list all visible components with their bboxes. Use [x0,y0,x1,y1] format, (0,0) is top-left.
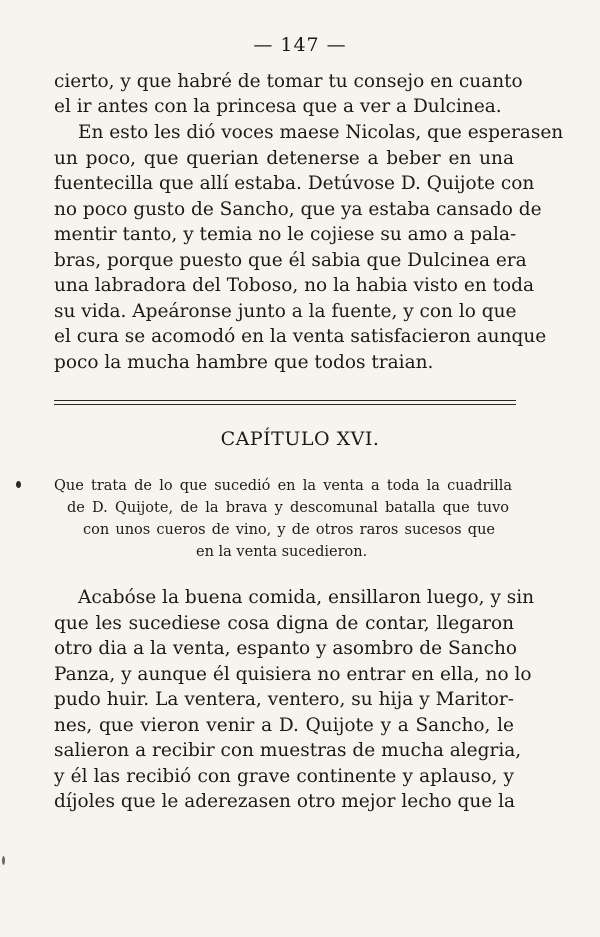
text-line: no poco gusto de Sancho, que ya estaba cansado de [54,199,542,220]
ink-mark [16,481,21,488]
text-line: el ir antes con la princesa que a ver a Dulcinea. [54,96,502,117]
text-line: poco la mucha hambre que todos traian. [54,352,434,373]
ink-mark [2,856,5,865]
text-line: salieron a recibir con muestras de mucha alegria, [54,740,522,761]
text-line: y él las recibió con grave continente y aplauso, y [54,766,514,787]
chapter-title: CAPÍTULO XVI. [220,428,380,450]
text-line: En esto les dió voces maese Nicolas, que esperasen [78,122,564,143]
text-line: el cura se acomodó en la venta satisfacieron aunque [54,326,547,347]
text-line: Acabóse la buena comida, ensillaron luego, y sin [78,587,535,608]
text-line: bras, porque puesto que él sabia que Dulcinea era [54,250,527,271]
divider-rule [54,404,516,405]
page-number: — 147 — [253,34,347,56]
text-line: fuentecilla que allí estaba. Detúvose D. Quijote con [54,173,535,194]
text-line: mentir tanto, y temia no le cojiese su amo a pala- [54,224,517,245]
text-line: una labradora del Toboso, no la habia visto en toda [54,275,535,296]
text-line: un poco, que querian detenerse a beber en una [54,148,514,169]
summary-line: Que trata de lo que sucedió en la venta a toda la cuadrilla [54,478,512,494]
text-line: pudo huir. La ventera, ventero, su hija y Maritor- [54,689,514,710]
text-line: otro dia a la venta, espanto y asombro de Sancho [54,638,518,659]
text-line: díjoles que le aderezasen otro mejor lecho que la [54,791,516,812]
text-line: cierto, y que habré de tomar tu consejo en cuanto [54,71,523,92]
text-line: que les sucediese cosa digna de contar, llegaron [54,613,514,634]
summary-line: con unos cueros de vino, y de otros raros sucesos que [83,522,495,538]
text-line: nes, que vieron venir a D. Quijote y a Sancho, le [54,715,514,736]
text-line: su vida. Apeáronse junto a la fuente, y con lo que [54,301,517,322]
text-line: Panza, y aunque él quisiera no entrar en ella, no lo [54,664,532,685]
summary-line: de D. Quijote, de la brava y descomunal batalla que tuvo [67,500,509,516]
summary-line: en la venta sucedieron. [196,544,368,560]
divider-rule [54,400,516,401]
